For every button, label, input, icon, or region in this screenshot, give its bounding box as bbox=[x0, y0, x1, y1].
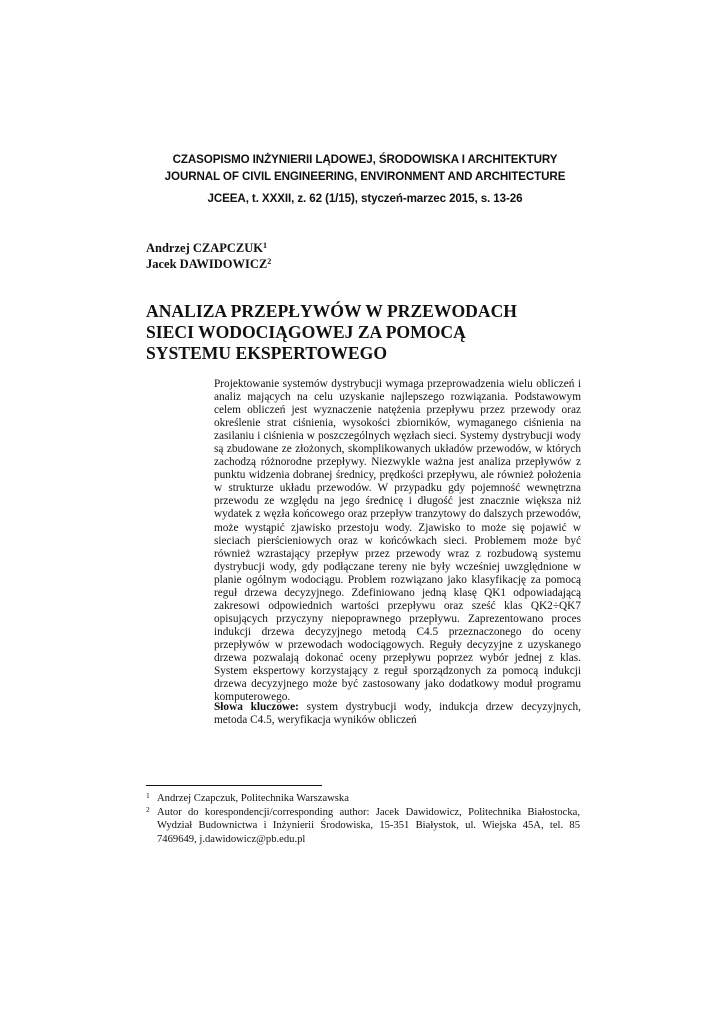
footnotes bbox=[146, 792, 580, 846]
footnote-text: Autor do korespondencji/corresponding author: Jacek Dawidowicz, Politechnika Białostocka, Wydział Budownictwa i Inżynierii Środowiska, 15-351 Białystok, ul. Wiejska 45A, tel. 85 7469649, j.dawidowicz@pb.edu.pl bbox=[157, 806, 580, 845]
paper-title bbox=[146, 301, 606, 364]
footnote-text: Andrzej Czapczuk, Politechnika Warszawska bbox=[157, 793, 349, 804]
title-line: SYSTEMU EKSPERTOWEGO bbox=[146, 343, 388, 363]
author-name: Andrzej CZAPCZUK bbox=[146, 241, 264, 255]
journal-name-pl: CZASOPISMO INŻYNIERII LĄDOWEJ, ŚRODOWISKA I ARCHITEKTURY bbox=[172, 153, 558, 166]
footnote-divider bbox=[146, 785, 322, 786]
keywords-text: system dystrybucji wody, indukcja drzew decyzyjnych, metoda C4.5, weryfikacja wyników obliczeń bbox=[214, 701, 581, 727]
author bbox=[146, 256, 271, 272]
footnote-mark: 1 bbox=[263, 241, 268, 250]
author-name: Jacek DAWIDOWICZ bbox=[146, 257, 268, 271]
footnote-mark: 2 bbox=[267, 257, 272, 266]
keywords-label: Słowa kluczowe: bbox=[214, 701, 299, 713]
journal-header bbox=[130, 152, 600, 208]
footnote-mark: 2 bbox=[146, 804, 150, 814]
author bbox=[146, 240, 271, 256]
abstract: Projektowanie systemów dystrybucji wymaga przeprowadzenia wielu obliczeń i analiz mających na celu uzyskanie najlepszego rozwiązania. Podstawowym celem obliczeń jest wyznaczenie natężenia przepływu przez przewody oraz określenie strat ciśnienia, wysokości zbiorników, wymaganego ciśnienia na zasilaniu i ciśnienia w poszczególnych węzłach sieci. Systemy dystrybucji wody są zbudowane ze złożonych, skomplikowanych układów przewodów, w których zachodzą różnorodne przepływy. Niezwykle ważna jest analiza przepływów z punktu widzenia dobranej średnicy, prędkości przepływu, ale również położenia w strukturze układu przewodów. W przypadku gdy pojemność wewnętrzna przewodu ze względu na jego średnicę i długość jest znacznie większa niż wydatek z węzła końcowego oraz przepływ tranzytowy do dalszych przewodów, może wystąpić zjawisko przestoju wody. Zjawisko to może się pojawić w sieciach pierścieniowych oraz w końcówkach sieci. Problemem może być również wzrastający przepływ przez przewody wraz z rozbudową systemu dystrybucji wody, gdy podłączane tereny nie były wcześniej uwzględnione w planie ogólnym wodociągu. Problem rozwiązano jako klasyfikację za pomocą reguł drzewa decyzyjnego. Zdefiniowano jedną klasę QK1 odpowiadającą zakresowi odpowiednich wartości przepływu oraz sześć klas QK2÷QK7 opisujących przyczyny niepoprawnego przepływu. Zaprezentowano proces indukcji drzewa decyzyjnego metodą C4.5 przeznaczonego do oceny przepływów w przewodach wodociągowych. Reguły decyzyjne z uzyskanego drzewa pozwalają dokonać oceny przepływu poprzez wybór jednej z klas. System ekspertowy korzystający z reguł sporządzonych za pomocą indukcji drzewa decyzyjnego może być zastosowany jako dodatkowy moduł programu komputerowego. bbox=[214, 378, 581, 704]
author-list bbox=[146, 240, 271, 272]
keywords bbox=[214, 701, 581, 727]
journal-reference: JCEEA, t. XXXII, z. 62 (1/15), styczeń-marzec 2015, s. 13-26 bbox=[207, 192, 523, 205]
journal-name-en: JOURNAL OF CIVIL ENGINEERING, ENVIRONMENT AND ARCHITECTURE bbox=[164, 169, 566, 183]
title-line: ANALIZA PRZEPŁYWÓW W PRZEWODACH bbox=[146, 301, 517, 321]
title-line: SIECI WODOCIĄGOWEJ ZA POMOCĄ bbox=[146, 322, 466, 342]
footnote-mark: 1 bbox=[146, 791, 150, 800]
footnote bbox=[146, 792, 580, 806]
footnote bbox=[146, 806, 580, 847]
